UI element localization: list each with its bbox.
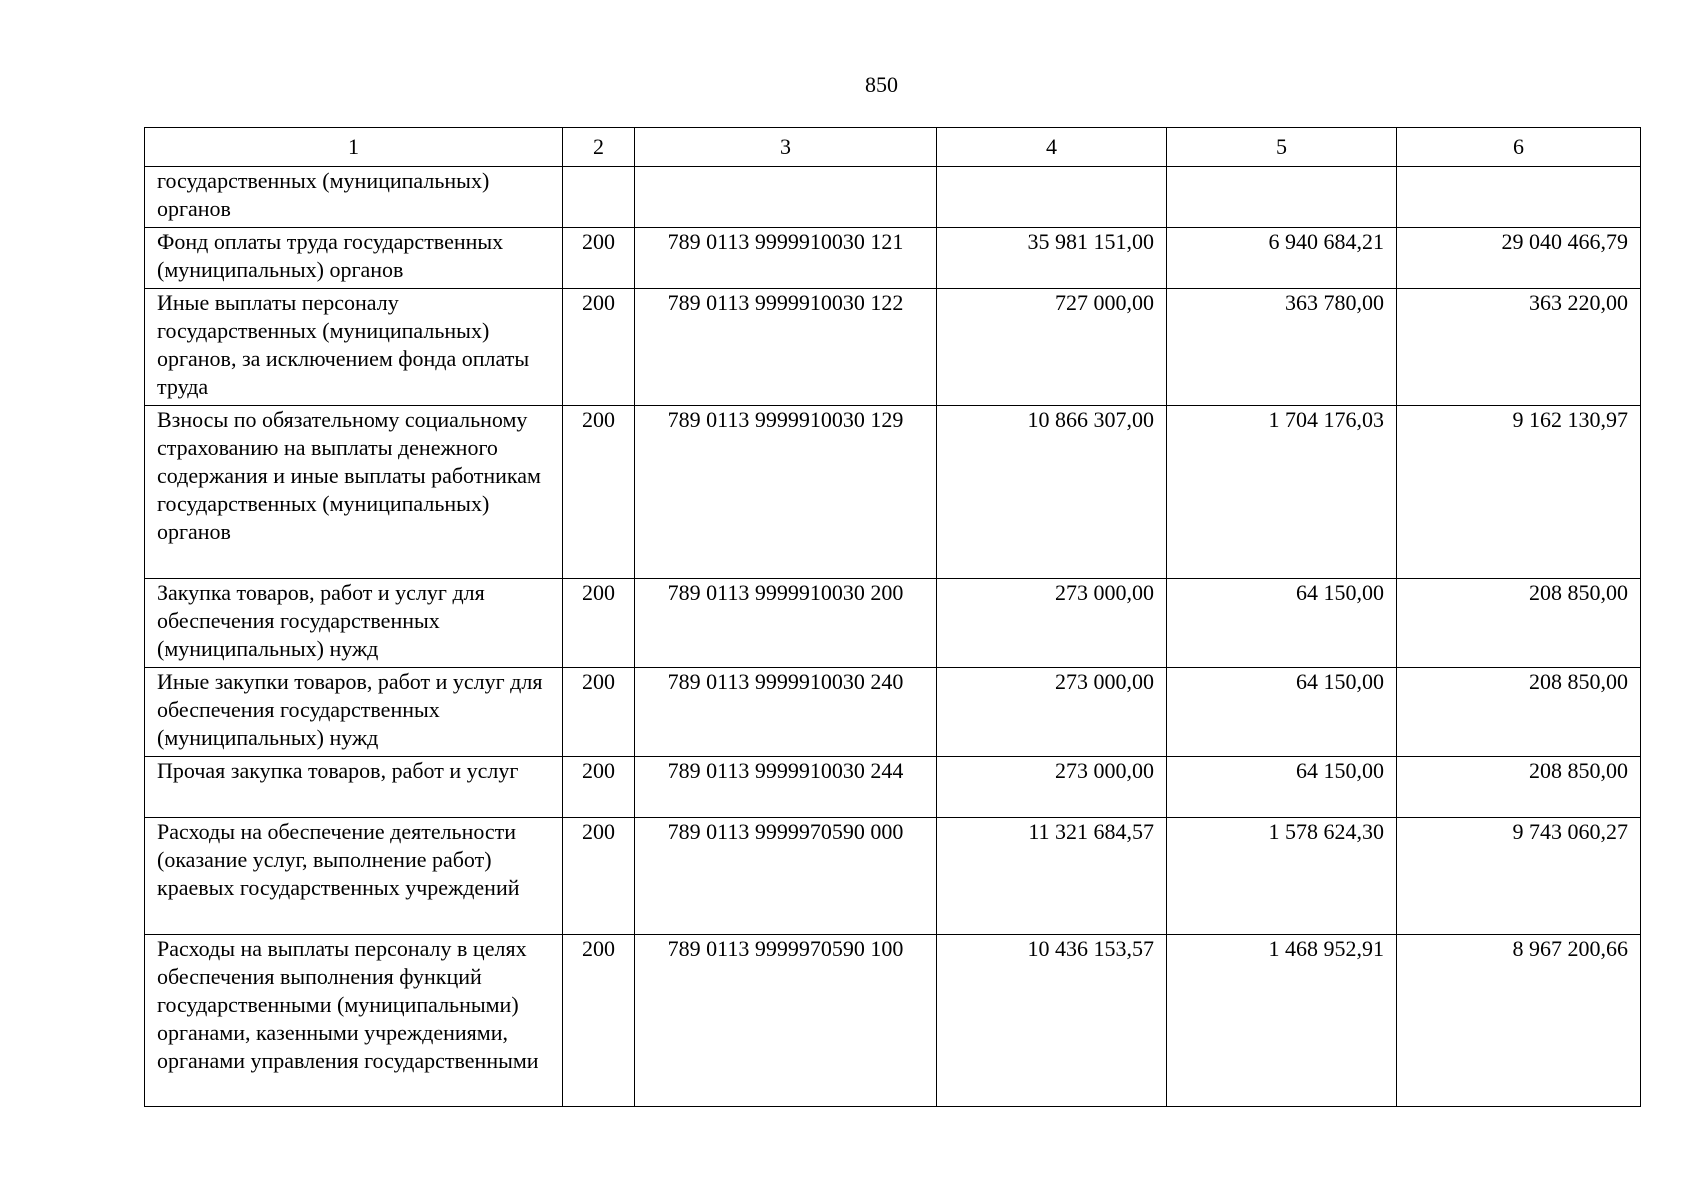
row-remaining-cell: 9 162 130,97 <box>1397 406 1641 579</box>
row-approved-cell: 11 321 684,57 <box>937 818 1167 935</box>
row-approved-cell: 273 000,00 <box>937 757 1167 818</box>
row-line-code-cell <box>563 167 635 228</box>
row-executed-cell: 1 468 952,91 <box>1167 935 1397 1107</box>
row-approved-cell: 10 436 153,57 <box>937 935 1167 1107</box>
row-budget-code-cell <box>635 167 937 228</box>
row-line-code-cell: 200 <box>563 935 635 1107</box>
table-row <box>145 228 1641 289</box>
row-approved-cell: 35 981 151,00 <box>937 228 1167 289</box>
row-name-cell: Закупка товаров, работ и услуг для обеспечения государственных (муниципальных) нужд <box>145 579 563 668</box>
row-line-code-cell: 200 <box>563 668 635 757</box>
table-row <box>145 935 1641 1107</box>
table-row <box>145 668 1641 757</box>
row-remaining-cell: 208 850,00 <box>1397 668 1641 757</box>
column-header: 6 <box>1397 128 1641 167</box>
table-row <box>145 579 1641 668</box>
row-name-cell: государственных (муниципальных) органов <box>145 167 563 228</box>
budget-table <box>144 127 1641 1107</box>
column-header: 1 <box>145 128 563 167</box>
row-remaining-cell: 208 850,00 <box>1397 579 1641 668</box>
row-approved-cell: 10 866 307,00 <box>937 406 1167 579</box>
row-name-cell: Расходы на обеспечение деятельности (оказание услуг, выполнение работ) краевых государственных учреждений <box>145 818 563 935</box>
row-budget-code-cell: 789 0113 9999910030 244 <box>635 757 937 818</box>
row-executed-cell: 6 940 684,21 <box>1167 228 1397 289</box>
row-approved-cell: 273 000,00 <box>937 579 1167 668</box>
row-executed-cell: 1 578 624,30 <box>1167 818 1397 935</box>
row-line-code-cell: 200 <box>563 406 635 579</box>
column-header: 4 <box>937 128 1167 167</box>
column-header: 5 <box>1167 128 1397 167</box>
table-row <box>145 406 1641 579</box>
row-remaining-cell: 363 220,00 <box>1397 289 1641 406</box>
page-number: 850 <box>865 72 898 97</box>
row-line-code-cell: 200 <box>563 818 635 935</box>
column-header: 3 <box>635 128 937 167</box>
row-executed-cell: 363 780,00 <box>1167 289 1397 406</box>
row-budget-code-cell: 789 0113 9999910030 121 <box>635 228 937 289</box>
budget-table-container <box>144 127 1640 1107</box>
row-budget-code-cell: 789 0113 9999970590 100 <box>635 935 937 1107</box>
row-line-code-cell: 200 <box>563 579 635 668</box>
row-name-cell: Иные закупки товаров, работ и услуг для обеспечения государственных (муниципальных) нужд <box>145 668 563 757</box>
row-approved-cell: 273 000,00 <box>937 668 1167 757</box>
row-budget-code-cell: 789 0113 9999910030 122 <box>635 289 937 406</box>
row-budget-code-cell: 789 0113 9999970590 000 <box>635 818 937 935</box>
row-line-code-cell: 200 <box>563 228 635 289</box>
row-executed-cell: 64 150,00 <box>1167 668 1397 757</box>
table-row <box>145 757 1641 818</box>
row-remaining-cell <box>1397 167 1641 228</box>
row-line-code-cell: 200 <box>563 289 635 406</box>
row-budget-code-cell: 789 0113 9999910030 129 <box>635 406 937 579</box>
row-name-cell: Взносы по обязательному социальному страхованию на выплаты денежного содержания и иные выплаты работникам государственных (муниципальных) органов <box>145 406 563 579</box>
row-name-cell: Расходы на выплаты персоналу в целях обеспечения выполнения функций государственными (муниципальными) органами, казенными учреждениями, органами управления государственными <box>145 935 563 1107</box>
row-name-cell: Фонд оплаты труда государственных (муниципальных) органов <box>145 228 563 289</box>
row-line-code-cell: 200 <box>563 757 635 818</box>
row-remaining-cell: 208 850,00 <box>1397 757 1641 818</box>
row-approved-cell: 727 000,00 <box>937 289 1167 406</box>
row-remaining-cell: 9 743 060,27 <box>1397 818 1641 935</box>
row-executed-cell: 64 150,00 <box>1167 757 1397 818</box>
row-budget-code-cell: 789 0113 9999910030 200 <box>635 579 937 668</box>
table-row <box>145 818 1641 935</box>
row-remaining-cell: 29 040 466,79 <box>1397 228 1641 289</box>
row-executed-cell <box>1167 167 1397 228</box>
table-row <box>145 167 1641 228</box>
row-executed-cell: 64 150,00 <box>1167 579 1397 668</box>
row-budget-code-cell: 789 0113 9999910030 240 <box>635 668 937 757</box>
row-executed-cell: 1 704 176,03 <box>1167 406 1397 579</box>
table-row <box>145 289 1641 406</box>
row-name-cell: Прочая закупка товаров, работ и услуг <box>145 757 563 818</box>
table-header-row <box>145 128 1641 167</box>
column-header: 2 <box>563 128 635 167</box>
row-remaining-cell: 8 967 200,66 <box>1397 935 1641 1107</box>
row-approved-cell <box>937 167 1167 228</box>
row-name-cell: Иные выплаты персоналу государственных (муниципальных) органов, за исключением фонда оплаты труда <box>145 289 563 406</box>
